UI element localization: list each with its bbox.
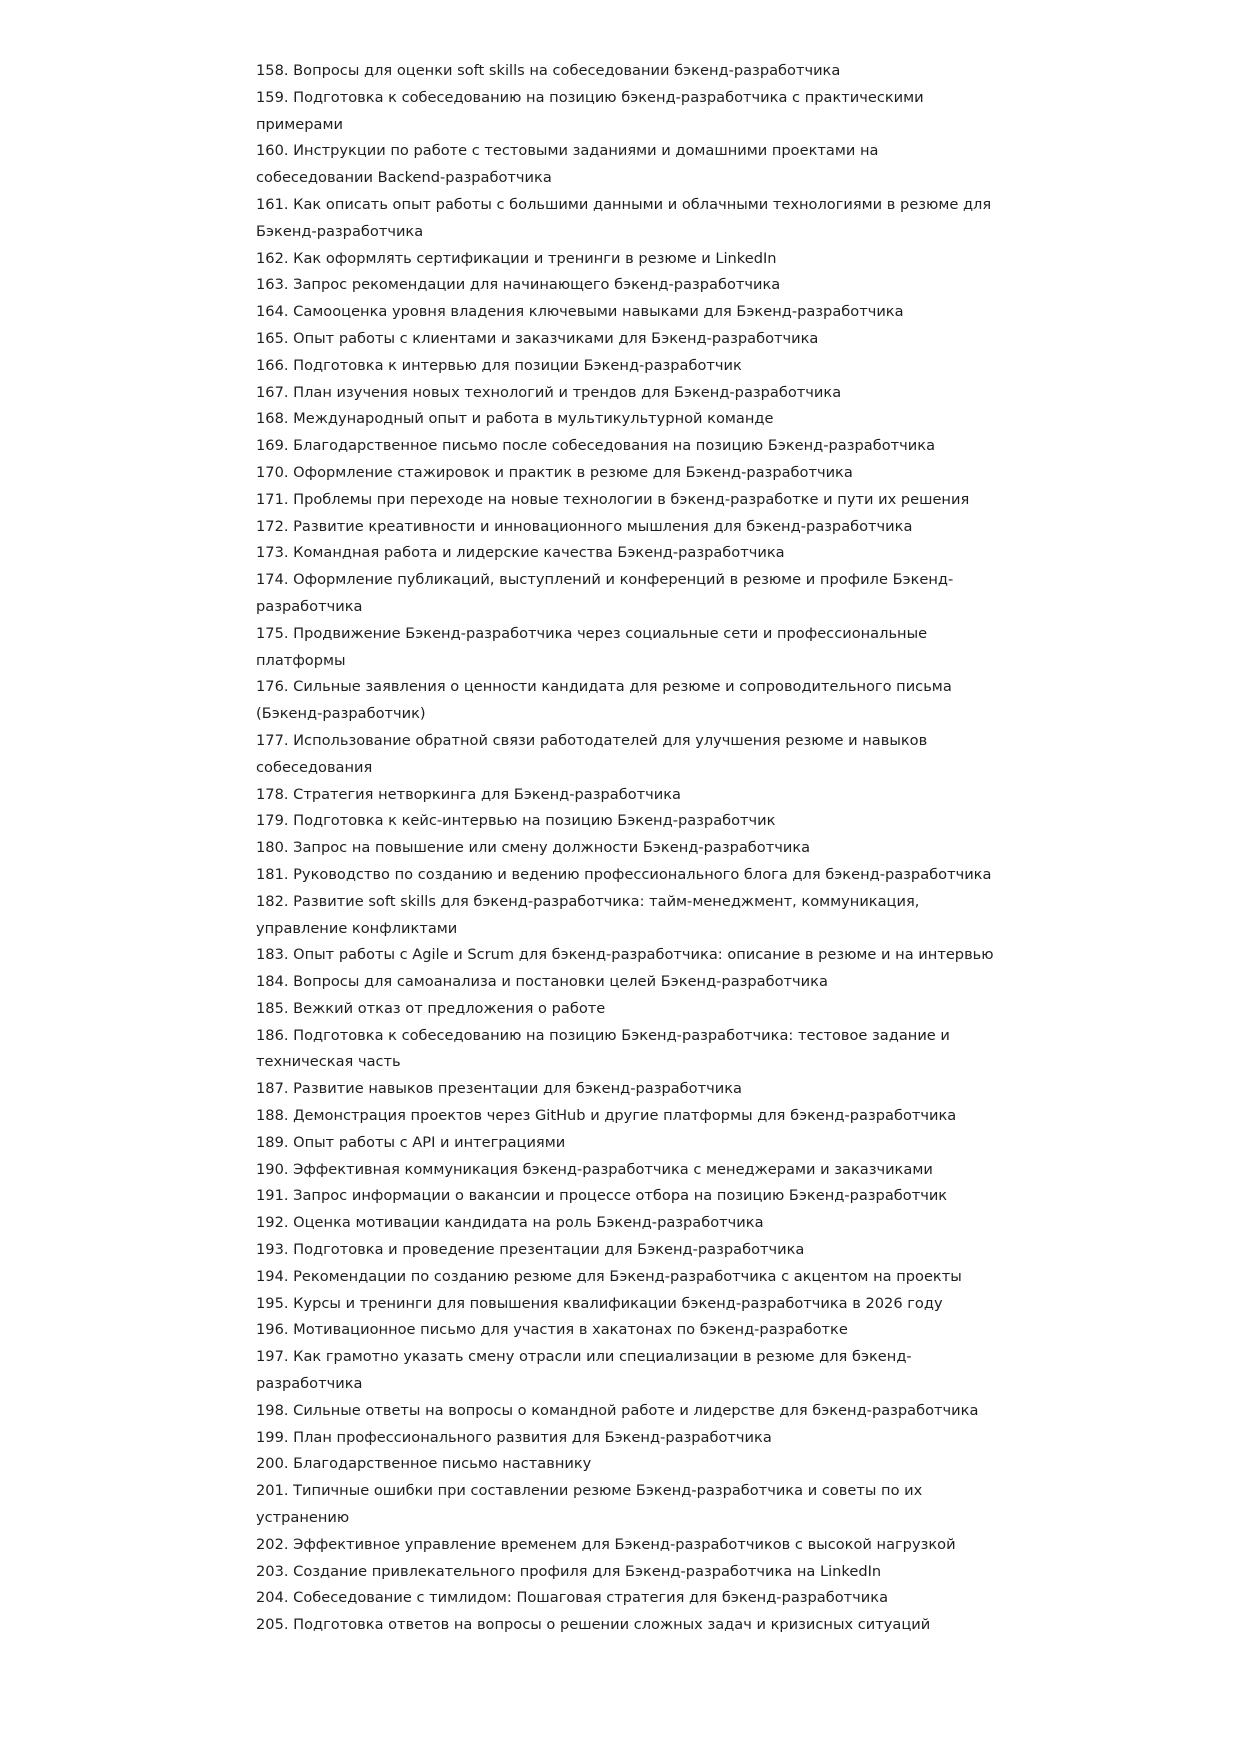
list-item: 196. Мотивационное письмо для участия в хакатонах по бэкенд-разработке xyxy=(256,1321,848,1339)
list-item: 202. Эффективное управление временем для Бэкенд-разработчиков с высокой нагрузкой xyxy=(256,1535,956,1553)
list-item: 173. Командная работа и лидерские качества Бэкенд-разработчика xyxy=(256,544,785,562)
list-item: 191. Запрос информации о вакансии и процессе отбора на позицию Бэкенд-разработчик xyxy=(256,1187,948,1205)
list-item: 174. Оформление публикаций, выступлений и конференций в резюме и профиле Бэкенд-разработчика xyxy=(256,571,954,615)
list-item: 185. Вежкий отказ от предложения о работе xyxy=(256,999,606,1017)
list-item: 159. Подготовка к собеседованию на позицию бэкенд-разработчика с практическими примерами xyxy=(256,88,924,133)
list-item: 188. Демонстрация проектов через GitHub и другие платформы для бэкенд-разработчика xyxy=(256,1107,957,1125)
list-item: 161. Как описать опыт работы с большими данными и облачными технологиями в резюме для Бэкенд-разработчика xyxy=(256,195,992,240)
list-item: 160. Инструкции по работе с тестовыми заданиями и домашними проектами на собеседовании Backend-разработчика xyxy=(256,142,879,187)
list-item: 181. Руководство по созданию и ведению профессионального блога для бэкенд-разработчика xyxy=(256,865,992,883)
list-item: 194. Рекомендации по созданию резюме для Бэкенд-разработчика с акцентом на проекты xyxy=(256,1267,962,1285)
list-item: 200. Благодарственное письмо наставнику xyxy=(256,1455,592,1473)
list-item: 205. Подготовка ответов на вопросы о решении сложных задач и кризисных ситуаций xyxy=(256,1616,931,1634)
list-item: 186. Подготовка к собеседованию на позицию Бэкенд-разработчика: тестовое задание и техническая часть xyxy=(256,1026,950,1071)
list-item: 180. Запрос на повышение или смену должности Бэкенд-разработчика xyxy=(256,839,811,857)
list-item: 182. Развитие soft skills для бэкенд-разработчика: тайм-менеджмент, коммуникация, управление конфликтами xyxy=(256,892,920,937)
list-item: 167. План изучения новых технологий и трендов для Бэкенд-разработчика xyxy=(256,383,842,401)
list-item: 178. Стратегия нетворкинга для Бэкенд-разработчика xyxy=(256,785,682,803)
list-item: 201. Типичные ошибки при составлении резюме Бэкенд-разработчика и советы по их устранению xyxy=(256,1482,923,1527)
list-item: 187. Развитие навыков презентации для бэкенд-разработчика xyxy=(256,1080,742,1098)
list-item: 165. Опыт работы с клиентами и заказчиками для Бэкенд-разработчика xyxy=(256,329,819,347)
list-item: 195. Курсы и тренинги для повышения квалификации бэкенд-разработчика в 2026 году xyxy=(256,1294,943,1312)
list-item: 192. Оценка мотивации кандидата на роль Бэкенд-разработчика xyxy=(256,1214,764,1232)
list-item: 171. Проблемы при переходе на новые технологии в бэкенд-разработке и пути их решения xyxy=(256,490,970,508)
list-item: 164. Самооценка уровня владения ключевыми навыками для Бэкенд-разработчика xyxy=(256,303,904,321)
list-item: 189. Опыт работы с API и интеграциями xyxy=(256,1133,566,1151)
list-item: 193. Подготовка и проведение презентации для Бэкенд-разработчика xyxy=(256,1241,805,1259)
list-item: 179. Подготовка к кейс-интервью на позицию Бэкенд-разработчик xyxy=(256,812,776,830)
list-item: 163. Запрос рекомендации для начинающего бэкенд-разработчика xyxy=(256,276,781,294)
list-item: 177. Использование обратной связи работодателей для улучшения резюме и навыков собеседования xyxy=(256,731,928,776)
list-item: 176. Сильные заявления о ценности кандидата для резюме и сопроводительного письма (Бэкенд-разработчик) xyxy=(256,678,952,723)
list-item: 169. Благодарственное письмо после собеседования на позицию Бэкенд-разработчика xyxy=(256,437,936,455)
list-item: 184. Вопросы для самоанализа и постановки целей Бэкенд-разработчика xyxy=(256,973,828,991)
list-item: 172. Развитие креативности и инновационного мышления для бэкенд-разработчика xyxy=(256,517,913,535)
list-item: 199. План профессионального развития для Бэкенд-разработчика xyxy=(256,1428,772,1446)
list-item: 170. Оформление стажировок и практик в резюме для Бэкенд-разработчика xyxy=(256,463,853,481)
list-item: 168. Международный опыт и работа в мультикультурной команде xyxy=(256,410,774,428)
list-item: 197. Как грамотно указать смену отрасли или специализации в резюме для бэкенд-разработчика xyxy=(256,1348,912,1393)
list-item: 204. Собеседование с тимлидом: Пошаговая стратегия для бэкенд-разработчика xyxy=(256,1589,889,1607)
list-item: 203. Создание привлекательного профиля для Бэкенд-разработчика на LinkedIn xyxy=(256,1562,882,1580)
list-item: 198. Сильные ответы на вопросы о командной работе и лидерстве для бэкенд-разработчика xyxy=(256,1401,979,1419)
list-item: 162. Как оформлять сертификации и тренинги в резюме и LinkedIn xyxy=(256,249,777,267)
topic-list xyxy=(256,58,996,1639)
list-item: 183. Опыт работы с Agile и Scrum для бэкенд-разработчика: описание в резюме и на интервью xyxy=(256,946,994,964)
list-item: 190. Эффективная коммуникация бэкенд-разработчика с менеджерами и заказчиками xyxy=(256,1160,933,1178)
list-item: 158. Вопросы для оценки soft skills на собеседовании бэкенд-разработчика xyxy=(256,62,841,79)
list-item: 166. Подготовка к интервью для позиции Бэкенд-разработчик xyxy=(256,356,742,374)
list-item: 175. Продвижение Бэкенд-разработчика через социальные сети и профессиональные платформы xyxy=(256,624,928,669)
